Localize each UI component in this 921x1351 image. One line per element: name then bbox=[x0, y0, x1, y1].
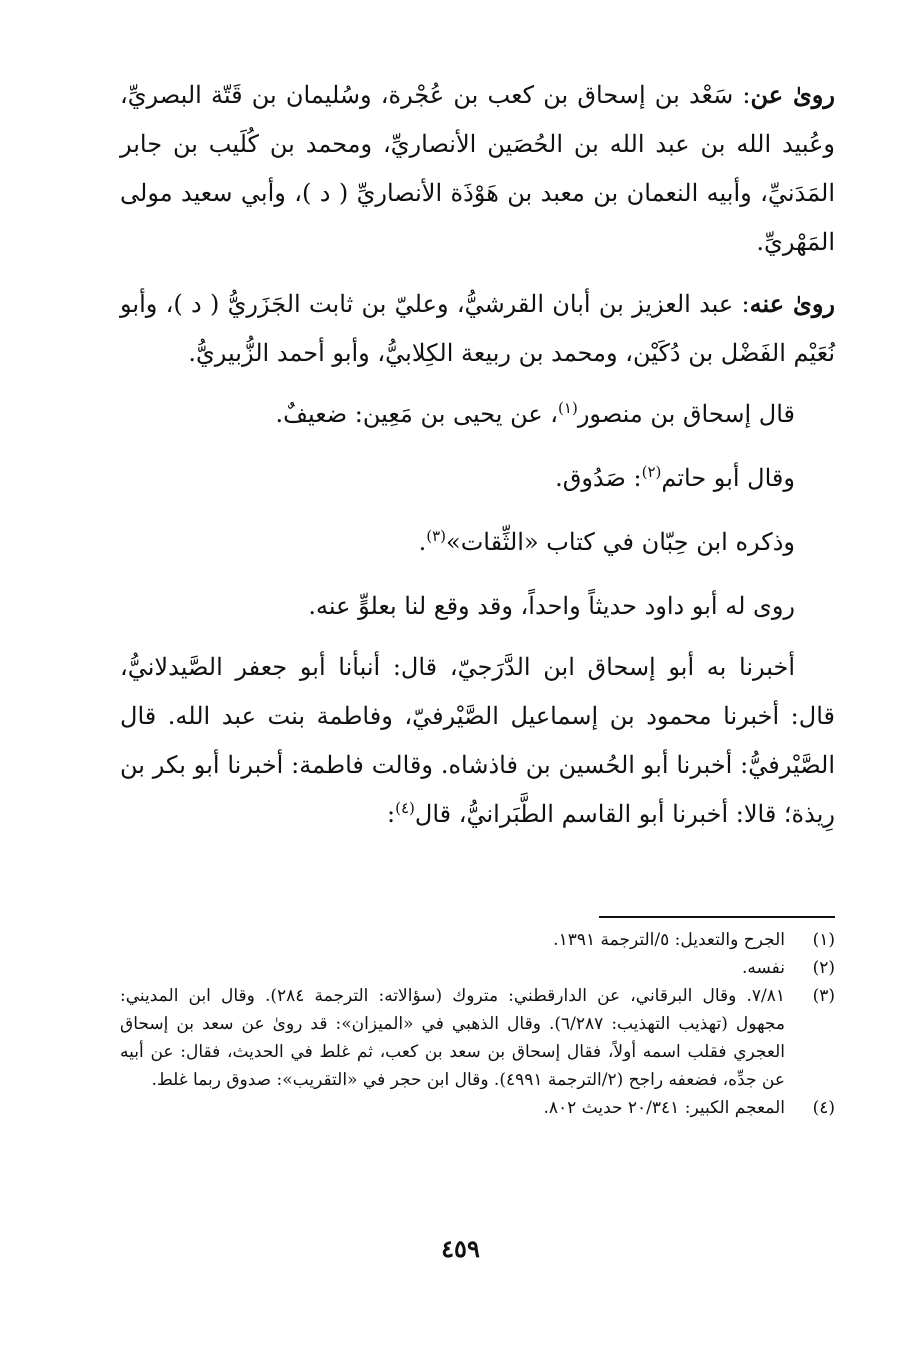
footnote-text: نفسه. bbox=[741, 958, 785, 978]
abu-hatim-paragraph bbox=[120, 454, 835, 506]
footnote-text: المعجم الكبير: ٢٠/٣٤١ حديث ٨٠٢. bbox=[543, 1098, 785, 1118]
paragraph-text: : صَدُوق. bbox=[555, 464, 642, 492]
narrated-from-paragraph bbox=[120, 70, 835, 267]
narrated-from-text: : سَعْد بن إسحاق بن كعب بن عُجْرة، وسُليمان بن قَتّة البصريِّ، وعُبيد الله بن عبد الله بن الحُصَين الأنصاريِّ، ومحمد بن كُلَيب بن جابر المَدَنيِّ، وأبيه النعمان بن معبد بن هَوْذَة الأنصاريِّ ( د )، وأبي سعيد مولى المَهْريِّ. bbox=[120, 81, 835, 256]
footnote-number: (٣) bbox=[812, 986, 835, 1006]
paragraph-text: وذكره ابن حِبّان في كتاب «الثِّقات» bbox=[446, 528, 795, 556]
paragraph-text: أخبرنا به أبو إسحاق ابن الدَّرَجيّ، قال: أنبأنا أبو جعفر الصَّيدلانيُّ، قال: أخبرنا محمود بن إسماعيل الصَّيْرفيّ، وفاطمة بنت عبد الله. قال الصَّيْرفيُّ: أخبرنا أبو الحُسين بن فاذشاه. وقالت فاطمة: أخبرنا أبو بكر بن رِيذة؛ قالا: أخبرنا أبو القاسم الطَّبَرانيُّ، قال bbox=[120, 653, 835, 828]
chain-of-narration-paragraph bbox=[120, 643, 835, 842]
ibn-hibban-paragraph bbox=[120, 518, 835, 570]
footnote-item bbox=[120, 1094, 835, 1122]
footnote-item bbox=[120, 982, 835, 1094]
ibn-maeen-paragraph bbox=[120, 390, 835, 442]
footnote-item bbox=[120, 954, 835, 982]
footnote-item bbox=[120, 926, 835, 954]
paragraph-text: ، عن يحيى بن مَعِين: ضعيفٌ. bbox=[275, 400, 559, 428]
narrated-from-label: روىٰ عن bbox=[750, 80, 835, 109]
footnote-number: (٢) bbox=[812, 958, 835, 978]
footnote-number: (٤) bbox=[812, 1098, 835, 1118]
footnotes bbox=[120, 926, 835, 1122]
footnote-reference: (٤) bbox=[395, 799, 415, 817]
main-text bbox=[120, 70, 835, 842]
paragraph-text: . bbox=[418, 528, 427, 556]
footnote-divider bbox=[599, 916, 835, 918]
page-number: ٤٥٩ bbox=[441, 1234, 480, 1263]
footnote-reference: (٣) bbox=[426, 527, 447, 545]
footnote-reference: (٢) bbox=[641, 463, 662, 481]
footnote-text: الجرح والتعديل: ٥/الترجمة ١٣٩١. bbox=[553, 930, 785, 950]
paragraph-text: وقال أبو حاتم bbox=[661, 464, 795, 492]
narrated-by-paragraph bbox=[120, 279, 835, 378]
footnote-number: (١) bbox=[812, 930, 835, 950]
narrated-by-text: : عبد العزيز بن أبان القرشيُّ، وعليّ بن ثابت الجَزَريُّ ( د )، وأبو نُعَيْم الفَضْل بن دُكَيْن، ومحمد بن ربيعة الكِلابيُّ، وأبو أحمد الزُّبيريُّ. bbox=[120, 290, 835, 367]
abu-dawud-paragraph: روى له أبو داود حديثاً واحداً، وقد وقع لنا بعلوٍّ عنه. bbox=[308, 592, 795, 620]
paragraph-text: : bbox=[387, 800, 396, 828]
footnote-text: ٧/٨١. وقال البرقاني، عن الدارقطني: متروك (سؤالاته: الترجمة ٢٨٤). وقال ابن المديني: مجهول (تهذيب التهذيب: ٦/٢٨٧). وقال الذهبي في «الميزان»: قد روىٰ عن سعد بن إسحاق العجري فقلب اسمه أولاً، فقال إسحاق بن سعد بن كعب، ثم غلط في الحديث، فقال: عن أبيه عن جدِّه، فضعفه راجح (٢/الترجمة ٤٩٩١). وقال ابن حجر في «التقريب»: صدوق ربما غلط. bbox=[120, 986, 785, 1090]
paragraph-text: قال إسحاق بن منصور bbox=[577, 400, 795, 428]
footnote-reference: (١) bbox=[558, 399, 578, 417]
narrated-by-label: روىٰ عنه bbox=[749, 289, 836, 318]
